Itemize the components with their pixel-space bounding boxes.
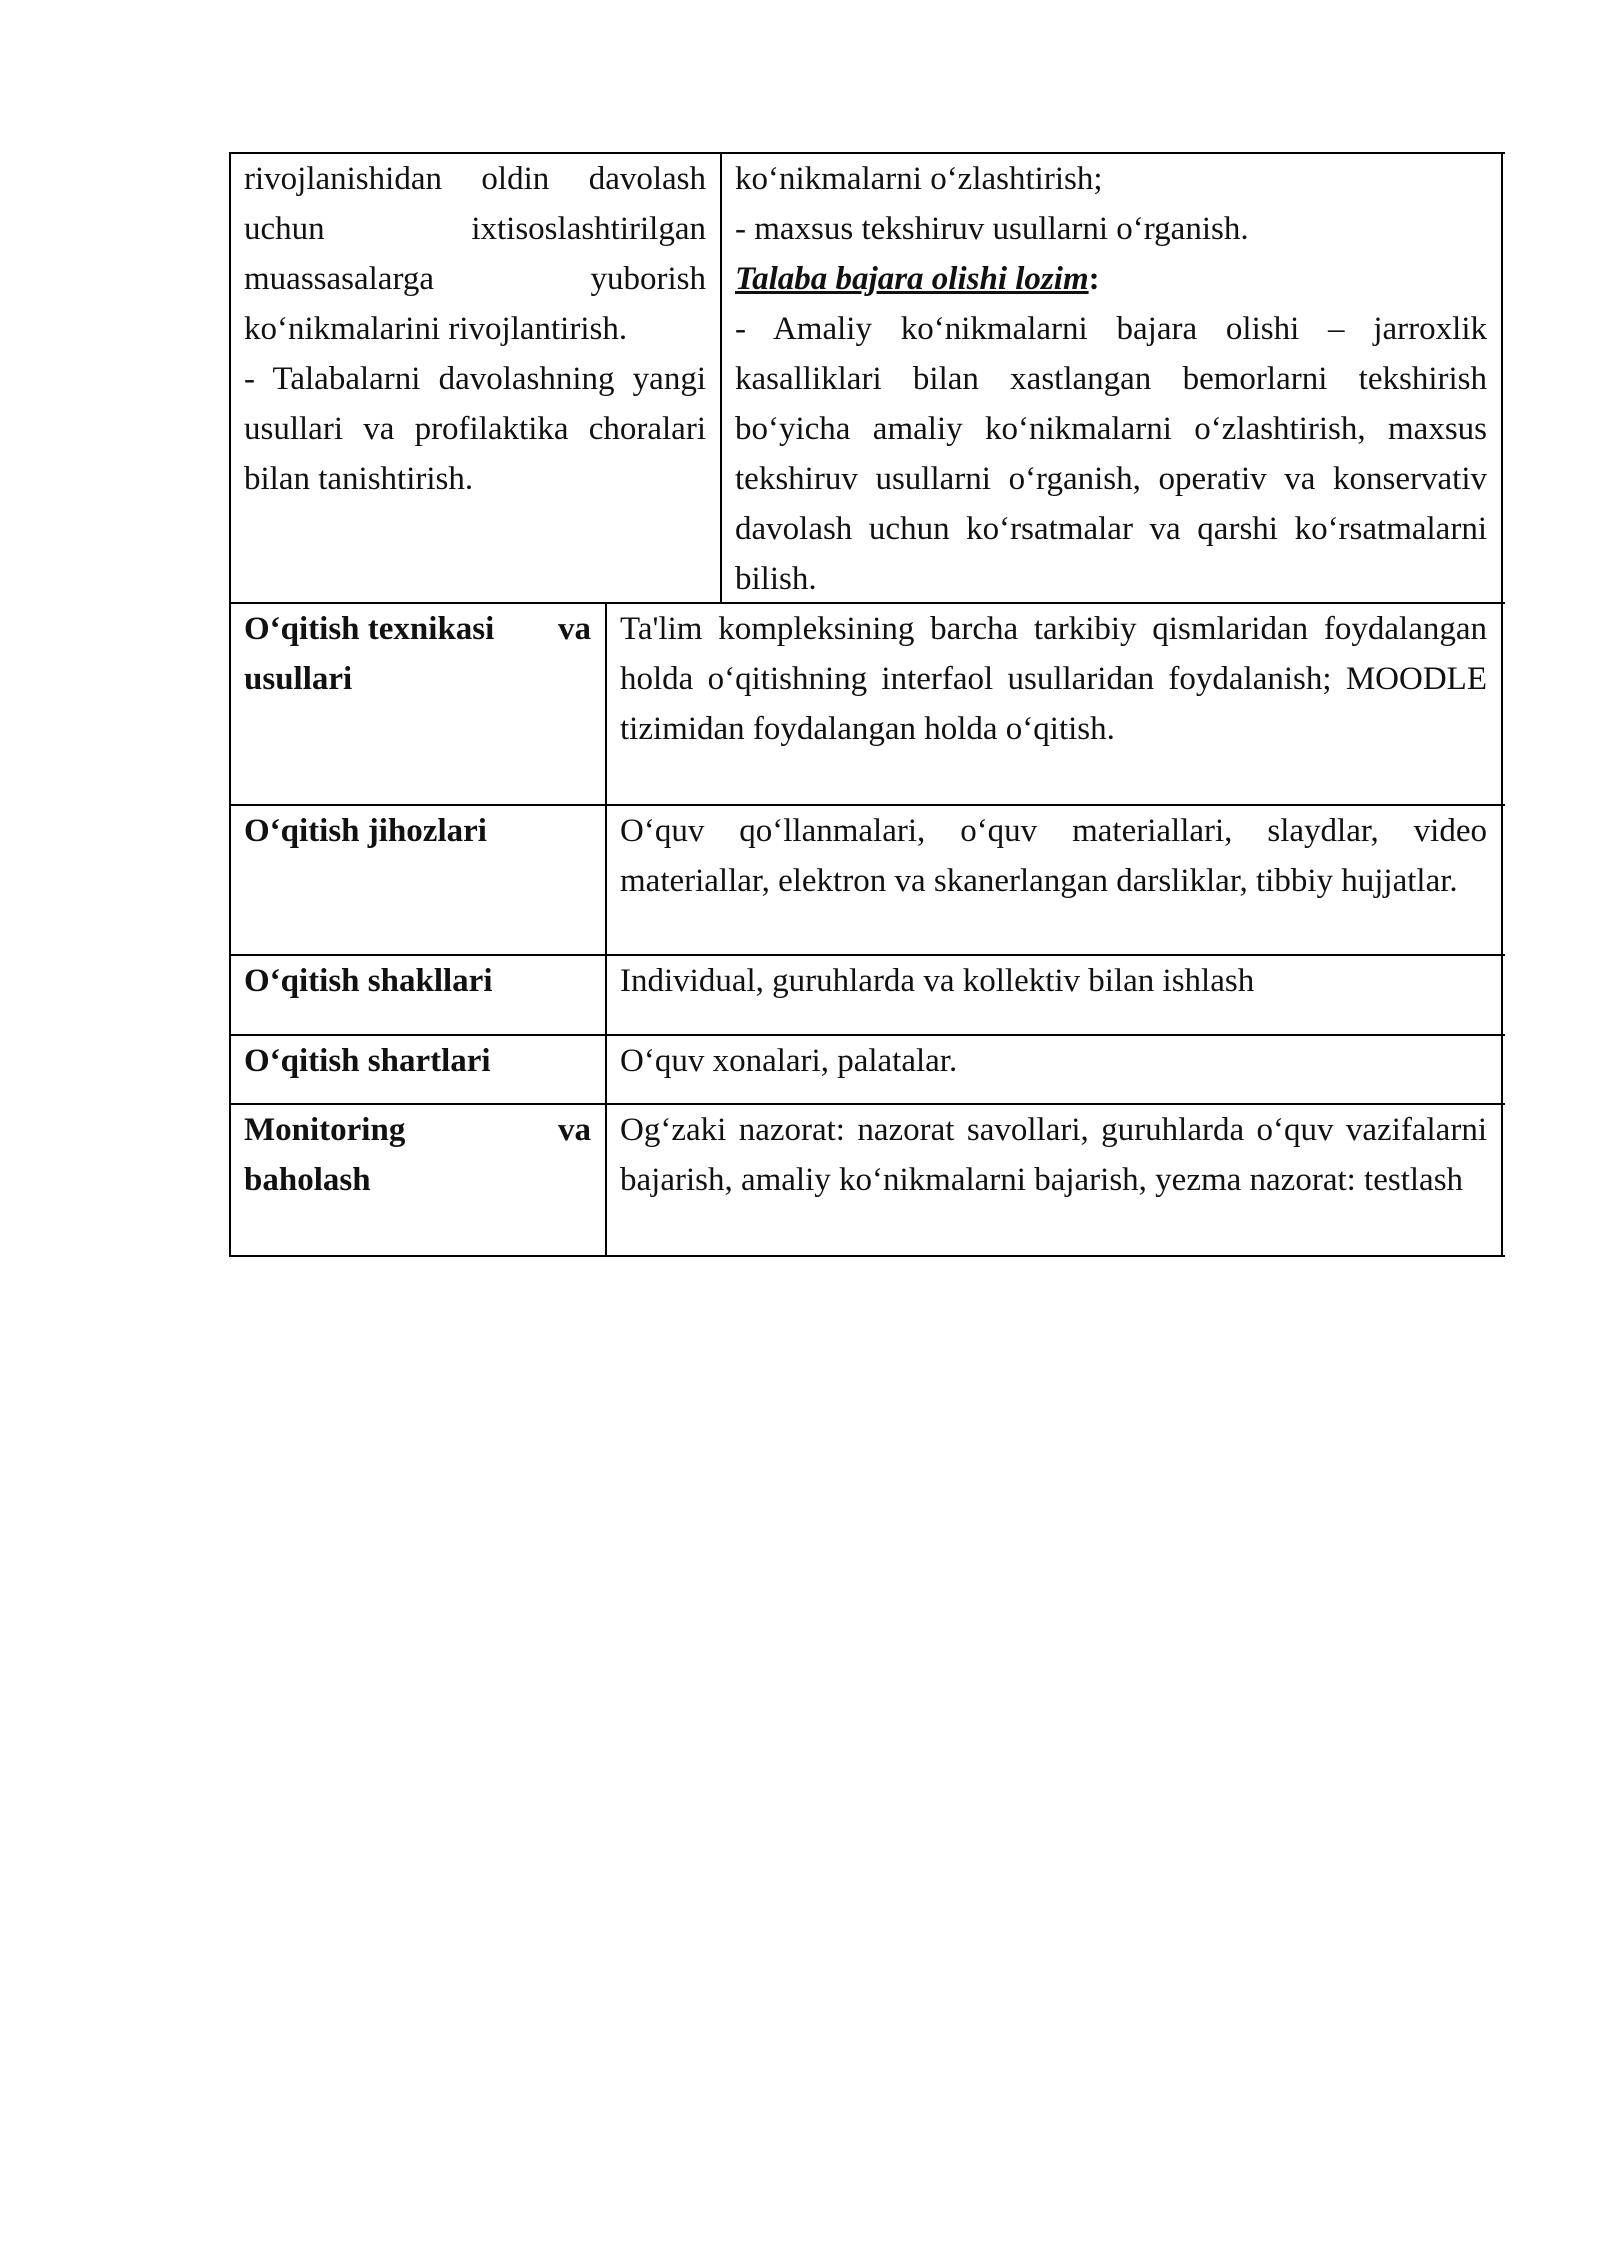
monitoring-label-cell <box>231 1105 607 1255</box>
objectives-left-paragraph-1: rivojlanishidan oldin davolash uchun ixtisoslashtirilgan muassasalarga yuborish ko‘nikmalarini rivojlantirish. <box>244 161 706 347</box>
monitoring-value-cell <box>607 1105 1503 1255</box>
forms-label: O‘qitish shakllari <box>244 963 493 999</box>
technique-label-right: va <box>558 611 591 647</box>
student-requirements-title: Talaba bajara olishi lozim <box>735 261 1089 297</box>
equipment-label-cell <box>231 806 607 954</box>
objectives-right-cell <box>722 154 1503 602</box>
table-row-monitoring <box>231 1105 1505 1257</box>
monitoring-label-line-1 <box>244 1105 591 1155</box>
conditions-value: O‘quv xonalari, palatalar. <box>620 1043 958 1079</box>
equipment-value-cell <box>607 806 1503 954</box>
student-requirements-heading <box>735 254 1487 304</box>
conditions-label-cell <box>231 1036 607 1103</box>
conditions-value-cell <box>607 1036 1503 1103</box>
technique-value: Ta'lim kompleksining barcha tarkibiy qismlaridan foydalangan holda o‘qitishning interfaol usullaridan foydalanish; MOODLE tizimidan foydalangan holda o‘qitish. <box>620 611 1487 747</box>
technique-label-cell <box>231 604 607 804</box>
equipment-value: O‘quv qo‘llanmalari, o‘quv materiallari, slaydlar, video materiallar, elektron va skanerlangan darsliklar, tibbiy hujjatlar. <box>620 813 1487 899</box>
monitoring-label-right: va <box>558 1112 591 1148</box>
student-requirements-colon: : <box>1088 261 1100 297</box>
technique-value-cell <box>607 604 1503 804</box>
objectives-left-cell <box>231 154 722 602</box>
forms-value-cell <box>607 956 1503 1034</box>
equipment-label: O‘qitish jihozlari <box>244 813 487 849</box>
syllabus-table <box>229 152 1505 1257</box>
objectives-left-paragraph-2: - Talabalarni davolashning yangi usullari va profilaktika choralari bilan tanishtirish. <box>244 361 706 497</box>
objectives-right-paragraph-2: - maxsus tekshiruv usullarni o‘rganish. <box>735 211 1249 247</box>
objectives-right-paragraph-1: ko‘nikmalarni o‘zlashtirish; <box>735 161 1103 197</box>
monitoring-label-left: Monitoring <box>244 1112 406 1148</box>
table-row-objectives <box>231 154 1505 604</box>
forms-value: Individual, guruhlarda va kollektiv bilan ishlash <box>620 963 1255 999</box>
table-row-forms <box>231 956 1505 1036</box>
table-row-equipment <box>231 806 1505 956</box>
table-row-conditions <box>231 1036 1505 1105</box>
technique-label-left: O‘qitish texnikasi <box>244 611 495 647</box>
technique-label-line-2: usullari <box>244 661 353 697</box>
student-requirements-paragraph: - Amaliy ko‘nikmalarni bajara olishi – jarroxlik kasalliklari bilan xastlangan bemorlarni tekshirish bo‘yicha amaliy ko‘nikmalarni o‘zlashtirish, maxsus tekshiruv usullarni o‘rganish, operativ va konservativ davolash uchun ko‘rsatmalar va qarshi ko‘rsatmalarni bilish. <box>735 311 1487 597</box>
forms-label-cell <box>231 956 607 1034</box>
technique-label-line-1 <box>244 604 591 654</box>
monitoring-label-line-2: baholash <box>244 1162 371 1198</box>
conditions-label: O‘qitish shartlari <box>244 1043 491 1079</box>
table-row-technique <box>231 604 1505 806</box>
monitoring-value: Og‘zaki nazorat: nazorat savollari, guruhlarda o‘quv vazifalarni bajarish, amaliy ko‘nikmalarni bajarish, yezma nazorat: testlash <box>620 1112 1487 1198</box>
